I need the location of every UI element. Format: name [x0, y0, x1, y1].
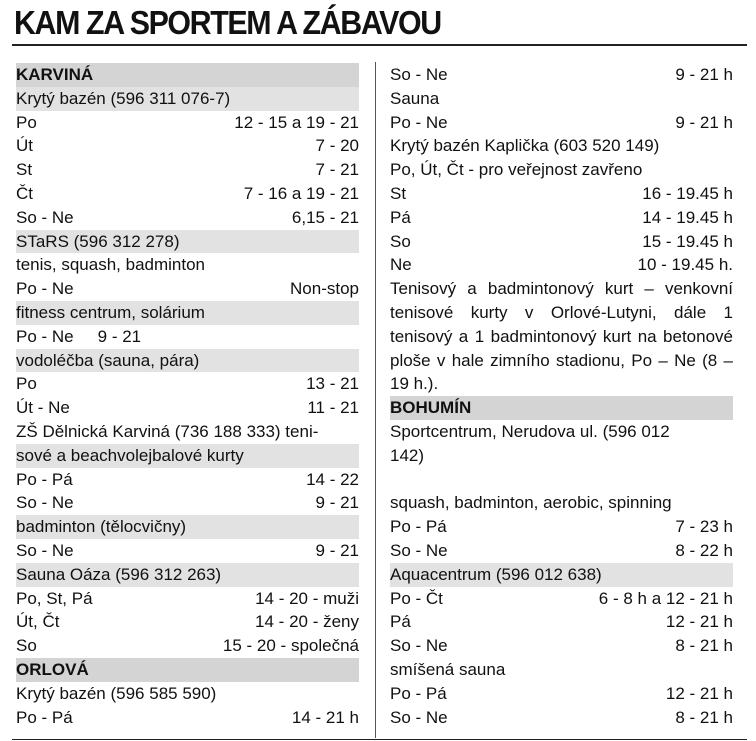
row-label: So - Ne: [16, 493, 74, 513]
row-label: Krytý bazén (596 585 590): [16, 683, 217, 703]
row-label: Po - Ne: [16, 326, 74, 346]
row-label: Sauna: [390, 88, 440, 108]
schedule-row: [16, 277, 359, 301]
row-label: Po - Pá: [16, 707, 73, 727]
schedule-row: [390, 515, 733, 539]
list-item: [390, 468, 733, 492]
schedule-row: [16, 539, 359, 563]
row-hours: 7 - 21: [315, 160, 359, 180]
row-hours: 7 - 20: [315, 136, 359, 156]
list-item: [16, 253, 359, 277]
row-label: squash, badminton, aerobic, spinning: [390, 493, 672, 513]
row-label: Pá: [390, 612, 411, 632]
row-label: tenis, squash, badminton: [16, 255, 206, 275]
bottom-rule: [12, 739, 747, 740]
list-item: [16, 349, 359, 373]
row-label: St: [16, 160, 33, 180]
page-title: KAM ZA SPORTEM A ZÁBAVOU: [14, 4, 441, 41]
schedule-row: [390, 230, 733, 254]
schedule-row: [16, 134, 359, 158]
row-label: sové a beachvolejbalové kurty: [16, 445, 244, 465]
row-hours: 7 - 16 a 19 - 21: [243, 183, 359, 203]
row-hours: 14 - 21 h: [291, 707, 359, 727]
row-label: BOHUMÍN: [390, 398, 472, 418]
row-hours: 9 - 21: [315, 540, 359, 560]
list-item: [16, 682, 359, 706]
schedule-row: [16, 158, 359, 182]
row-label: Po, St, Pá: [16, 588, 93, 608]
row-label: Sportcentrum, Nerudova ul. (596 012: [390, 421, 670, 441]
row-hours: 13 - 21: [306, 374, 359, 394]
row-hours: 6 - 8 h a 12 - 21 h: [598, 588, 733, 608]
row-hours: 15 - 20 - společná: [222, 636, 359, 656]
row-label: Pá: [390, 207, 411, 227]
schedule-row: [16, 610, 359, 634]
schedule-row: [390, 610, 733, 634]
row-hours: 12 - 21 h: [665, 612, 733, 632]
left-column: [16, 63, 359, 729]
tennis-badminton-paragraph: Tenisový a badmintonový kurt – venkovní tenisové kurty v Orlové-Lutyni, dále 1 tenisový a 1 badmintonový kurt na betonové ploše v hale zimního stadionu, Po – Ne (8 – 19 h.).: [390, 279, 733, 394]
row-label: So - Ne: [390, 65, 448, 84]
row-label: So: [390, 231, 411, 251]
row-hours: 8 - 21 h: [675, 707, 733, 727]
row-label: ORLOVÁ: [16, 659, 89, 679]
list-item: [16, 420, 359, 444]
list-item: [16, 444, 359, 468]
row-hours: 15 - 19.45 h: [642, 231, 733, 251]
schedule-row: [16, 396, 359, 420]
row-label: Krytý bazén (596 311 076-7): [16, 88, 231, 108]
list-item: [390, 420, 733, 444]
schedule-row: [16, 587, 359, 611]
row-hours: 8 - 21 h: [675, 636, 733, 656]
row-label: Po - Ne: [16, 279, 74, 299]
list-item: [390, 563, 733, 587]
schedule-row: [390, 111, 733, 135]
row-label: Sauna Oáza (596 312 263): [16, 564, 222, 584]
row-hours: 12 - 21 h: [665, 683, 733, 703]
schedule-row: [390, 634, 733, 658]
row-label: ZŠ Dělnická Karviná (736 188 333) teni-: [16, 421, 319, 441]
list-item: [16, 563, 359, 587]
row-hours: 14 - 22: [306, 469, 359, 489]
row-label: St: [390, 183, 407, 203]
row-hours: 6,15 - 21: [291, 207, 359, 227]
row-hours: 11 - 21: [307, 398, 359, 418]
row-hours: 14 - 20 - ženy: [255, 612, 359, 632]
row-label: Čt: [16, 183, 33, 203]
schedule-row: [16, 468, 359, 492]
schedule-row: [390, 253, 733, 277]
row-label: STaRS (596 312 278): [16, 231, 180, 251]
list-item: [16, 515, 359, 539]
row-hours: Non-stop: [290, 279, 359, 299]
row-hours: 9 - 21: [97, 326, 142, 346]
row-label: So - Ne: [390, 636, 448, 656]
list-item: [390, 658, 733, 682]
list-item: [16, 87, 359, 111]
row-label: So - Ne: [390, 707, 448, 727]
schedule-row: [390, 63, 733, 87]
schedule-row: [16, 491, 359, 515]
row-label: smíšená sauna: [390, 659, 506, 679]
schedule-row: [390, 682, 733, 706]
row-hours: 9 - 21 h: [675, 65, 733, 84]
row-hours: 10 - 19.45 h.: [637, 255, 733, 275]
row-label: So - Ne: [16, 207, 74, 227]
row-label: KARVINÁ: [16, 65, 94, 84]
row-hours: 9 - 21 h: [675, 112, 733, 132]
list-item: [390, 158, 733, 182]
section-heading: [16, 658, 359, 682]
schedule-row: [390, 587, 733, 611]
row-label: Po - Pá: [16, 469, 73, 489]
section-heading: [390, 396, 733, 420]
list-item: [390, 87, 733, 111]
column-divider: [375, 62, 376, 738]
row-label: fitness centrum, solárium: [16, 302, 205, 322]
schedule-row: [16, 111, 359, 135]
row-hours: 7 - 23 h: [675, 517, 733, 537]
schedule-row: [390, 706, 733, 730]
list-item: [390, 491, 733, 515]
row-label: Út: [16, 136, 33, 156]
schedule-row: [390, 206, 733, 230]
list-item: [390, 134, 733, 158]
schedule-row: [390, 539, 733, 563]
row-hours: 14 - 19.45 h: [642, 207, 733, 227]
row-label: Aquacentrum (596 012 638): [390, 564, 602, 584]
row-label: So: [16, 636, 37, 656]
row-label: Po - Pá: [390, 683, 447, 703]
row-hours: 9 - 21: [315, 493, 359, 513]
schedule-row: [16, 182, 359, 206]
row-label: So - Ne: [390, 540, 448, 560]
list-item: [390, 444, 733, 468]
schedule-row: [16, 372, 359, 396]
row-label: Po: [16, 112, 37, 132]
row-label: Po, Út, Čt - pro veřejnost zavřeno: [390, 160, 643, 180]
schedule-row: [16, 634, 359, 658]
row-hours: 12 - 15 a 19 - 21: [234, 112, 359, 132]
schedule-row: [16, 206, 359, 230]
row-hours: 16 - 19.45 h: [642, 183, 733, 203]
row-hours: 14 - 20 - muži: [255, 588, 359, 608]
row-label: 142): [390, 445, 425, 465]
schedule-row: [16, 325, 359, 349]
right-bottom-list: [390, 396, 733, 729]
section-heading: [16, 63, 359, 87]
row-label: Út - Ne: [16, 398, 70, 418]
list-item: [16, 230, 359, 254]
row-label: Út, Čt: [16, 612, 60, 632]
schedule-row: [16, 706, 359, 730]
row-hours: 8 - 22 h: [675, 540, 733, 560]
row-label: Po - Ne: [390, 112, 448, 132]
list-item: [16, 301, 359, 325]
row-label: badminton (tělocvičny): [16, 517, 187, 537]
row-label: Ne: [390, 255, 412, 275]
row-label: So - Ne: [16, 540, 74, 560]
right-top-list: [390, 63, 733, 277]
row-label: Po - Čt: [390, 588, 443, 608]
row-label: vodoléčba (sauna, pára): [16, 350, 200, 370]
title-rule: [12, 44, 747, 46]
row-label: Po - Pá: [390, 517, 447, 537]
row-label: Krytý bazén Kaplička (603 520 149): [390, 136, 660, 156]
row-label: Po: [16, 374, 37, 394]
schedule-row: [390, 182, 733, 206]
right-column: [390, 63, 733, 729]
